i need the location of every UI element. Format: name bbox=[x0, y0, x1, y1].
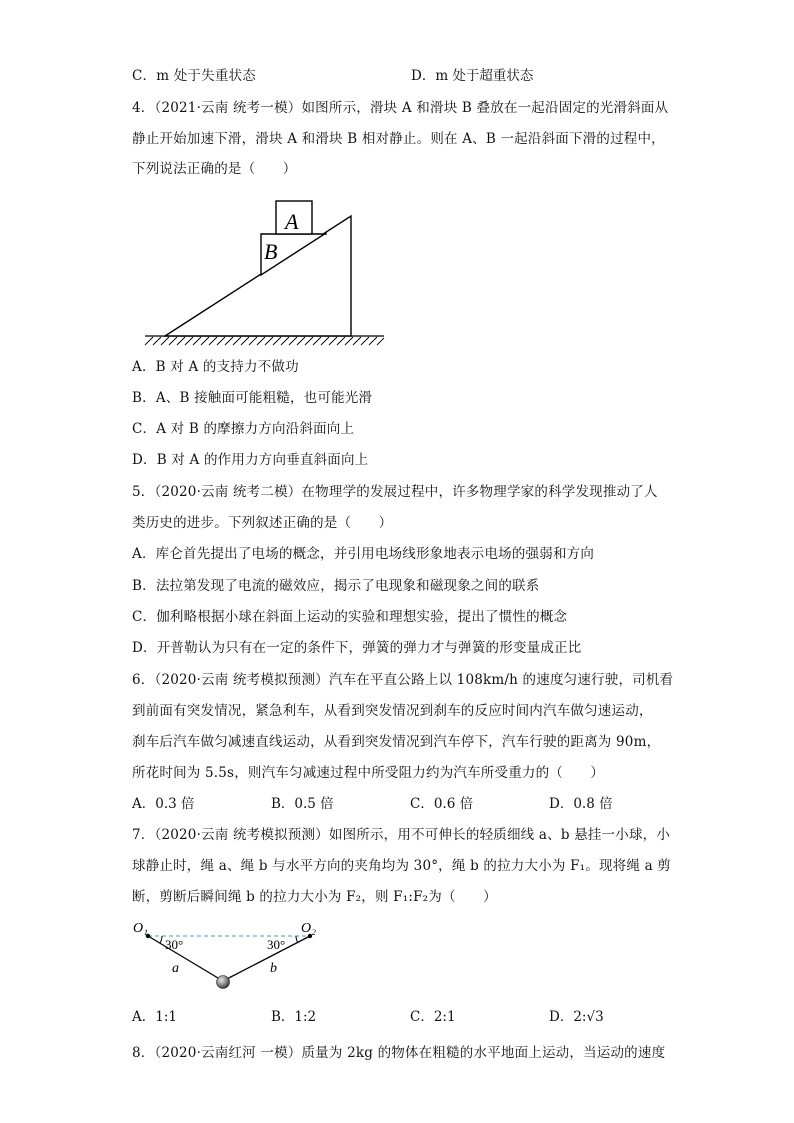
q7-stem-line3: 断，剪断后瞬间绳 b 的拉力大小为 F₂，则 F₁:F₂为（ ） bbox=[132, 889, 497, 905]
q5-option-b: B．法拉第发现了电流的磁效应，揭示了电现象和磁现象之间的联系 bbox=[132, 578, 540, 594]
q7-option-b: B．1:2 bbox=[271, 1009, 317, 1025]
label-angle-right: 30° bbox=[267, 937, 286, 952]
q8-stem-line1: 8．（2020·云南红河 一模）质量为 2kg 的物体在粗糙的水平地面上运动，当运动的速度 bbox=[132, 1045, 666, 1061]
q5-option-d: D．开普勒认为只有在一定的条件下，弹簧的弹力才与弹簧的形变量成正比 bbox=[132, 640, 582, 656]
q4-option-a: A．B 对 A 的支持力不做功 bbox=[132, 359, 299, 375]
label-o2: O₂ bbox=[301, 921, 316, 936]
q7-stem-line1: 7．（2020·云南 统考模拟预测）如图所示，用不可伸长的轻质细线 a、b 悬挂一小球，小 bbox=[132, 827, 671, 843]
rope-a bbox=[148, 936, 223, 981]
q5-option-c: C．伽利略根据小球在斜面上运动的实验和理想实验，提出了惯性的概念 bbox=[132, 609, 568, 625]
block-b-label: B bbox=[264, 239, 278, 264]
ball bbox=[217, 976, 230, 989]
block-a-label: A bbox=[285, 209, 299, 234]
q6-stem-line4: 所花时间为 5.5s，则汽车匀减速过程中所受阻力约为汽车所受重力的（ ） bbox=[132, 765, 605, 781]
q5-stem-line2: 类历史的进步。下列叙述正确的是（ ） bbox=[132, 515, 393, 531]
q6-option-b: B．0.5 倍 bbox=[271, 796, 334, 812]
q4-option-c: C．A 对 B 的摩擦力方向沿斜面向上 bbox=[132, 421, 355, 437]
q3-option-d: D．m 处于超重状态 bbox=[411, 68, 534, 84]
q6-stem-line1: 6．（2020·云南 统考模拟预测）汽车在平直公路上以 108km/h 的速度匀速行驶，司机看 bbox=[132, 672, 674, 688]
label-o1: O₁ bbox=[133, 921, 148, 936]
q7-option-d bbox=[549, 1008, 604, 1026]
q7-option-d-radical: √3 bbox=[586, 1009, 604, 1025]
q4-option-b: B．A、B 接触面可能粗糙，也可能光滑 bbox=[132, 390, 373, 406]
q5-stem-line1: 5．（2020·云南 统考二模）在物理学的发展过程中，许多物理学家的科学发现推动了人 bbox=[132, 484, 658, 500]
angle-arc-right bbox=[296, 936, 298, 943]
q5-option-a: A．库仑首先提出了电场的概念，并引用电场线形象地表示电场的强弱和方向 bbox=[132, 546, 595, 562]
q6-stem-line3: 刹车后汽车做匀减速直线运动，从看到突发情况到汽车停下，汽车行驶的距离为 90m， bbox=[132, 734, 661, 750]
q6-stem-line2: 到前面有突发情况，紧急利车，从看到突发情况到刹车的反应时间内汽车做匀速运动， bbox=[132, 703, 653, 719]
q7-option-c: C．2:1 bbox=[410, 1009, 456, 1025]
label-rope-b: b bbox=[270, 961, 277, 976]
q6-option-c: C．0.6 倍 bbox=[410, 796, 474, 812]
label-angle-left: 30° bbox=[165, 937, 184, 952]
angle-arc-left bbox=[160, 936, 162, 943]
q4-stem-line1: 4．（2021·云南 统考一模）如图所示，滑块 A 和滑块 B 叠放在一起沿固定的光滑斜面从 bbox=[132, 100, 669, 116]
q7-option-a: A．1:1 bbox=[132, 1009, 177, 1025]
q6-option-d: D．0.8 倍 bbox=[549, 796, 613, 812]
q7-stem-line2: 球静止时，绳 a、绳 b 与水平方向的夹角均为 30°，绳 b 的拉力大小为 F₁。现将绳 a 剪 bbox=[132, 858, 672, 874]
q7-option-d-prefix: D．2: bbox=[549, 1009, 587, 1025]
label-rope-a: a bbox=[172, 961, 179, 976]
q4-stem-line2: 静止开始加速下滑，滑块 A 和滑块 B 相对静止。则在 A、B 一起沿斜面下滑的过程中， bbox=[132, 131, 665, 147]
q3-option-c: C．m 处于失重状态 bbox=[132, 68, 256, 84]
q4-option-d: D．B 对 A 的作用力方向垂直斜面向上 bbox=[132, 452, 369, 468]
q6-option-a: A．0.3 倍 bbox=[132, 796, 195, 812]
q4-stem-line3: 下列说法正确的是（ ） bbox=[132, 161, 297, 177]
